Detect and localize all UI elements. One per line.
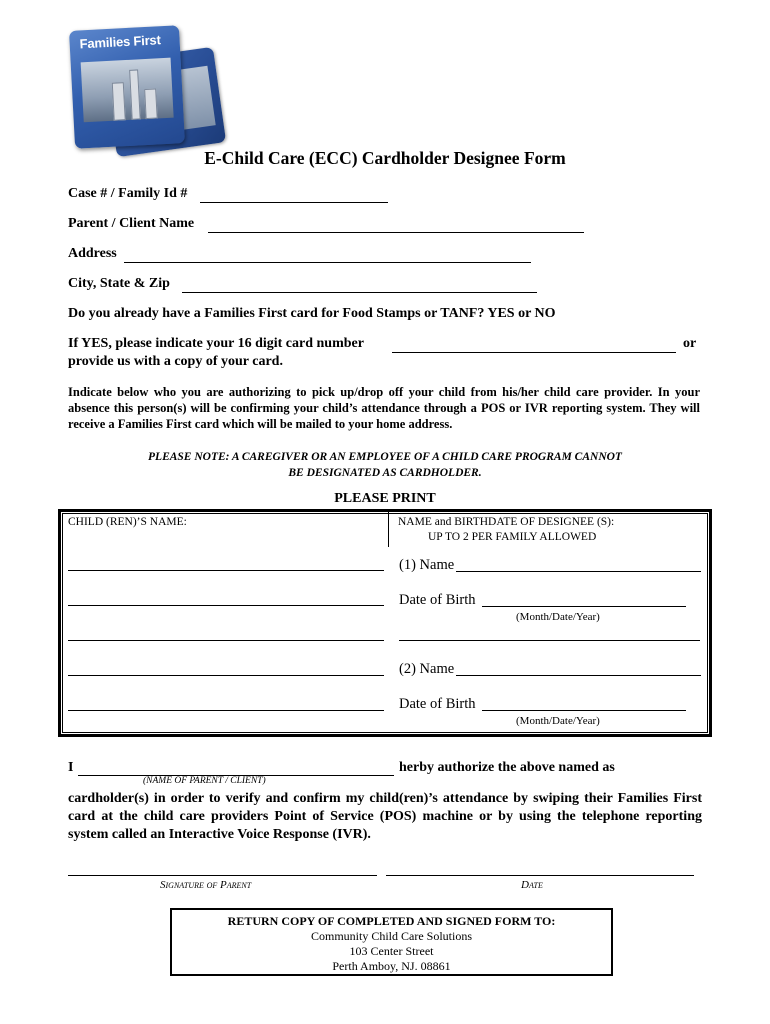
case-id-label: Case # / Family Id # (68, 186, 188, 201)
return-address-box (170, 908, 613, 976)
card-copy-text: provide us with a copy of your card. (68, 354, 283, 369)
card-number-field[interactable] (392, 352, 676, 353)
date-field[interactable] (386, 875, 694, 876)
parent-client-caption: (NAME OF PARENT / CLIENT) (143, 776, 266, 786)
families-first-logo (66, 22, 222, 150)
designee-2-name-field[interactable] (456, 675, 701, 676)
children-header: CHILD (REN)’S NAME: (68, 516, 187, 528)
card-front-image (69, 25, 185, 149)
designee-2-name-label: (2) Name (399, 661, 455, 677)
address-label: Address (68, 246, 117, 261)
card-number-or: or (683, 336, 697, 351)
instructions-paragraph: Indicate below who you are authorizing to pick up/drop off your child from his/her child care provider. In your absence this person(s) will be confirming your child’s attendance through a POS or IVR reporting system. They will receive a Families First card which will be mailed to your home address. (68, 385, 700, 431)
designee-1-name-label: (1) Name (399, 557, 455, 573)
designee-1-dob-field[interactable] (482, 606, 686, 607)
parent-name-label: Parent / Client Name (68, 216, 195, 231)
child-name-field-5[interactable] (68, 710, 384, 711)
note-line-1: PLEASE NOTE: A CAREGIVER OR AN EMPLOYEE OF A CHILD CARE PROGRAM CANNOT (148, 451, 622, 463)
parent-name-field[interactable] (208, 232, 584, 233)
designee-1-dob-format: (Month/Date/Year) (516, 611, 600, 623)
families-first-question: Do you already have a Families First card for Food Stamps or TANF? YES or NO (68, 306, 556, 321)
designee-1-name-field[interactable] (456, 571, 701, 572)
case-id-field[interactable] (200, 202, 388, 203)
address-field[interactable] (124, 262, 531, 263)
designee-table (58, 509, 712, 737)
designee-extra-line[interactable] (399, 640, 700, 641)
city-state-zip-field[interactable] (182, 292, 537, 293)
authorization-prefix: I (68, 760, 74, 775)
designee-header-line-1: NAME and BIRTHDATE OF DESIGNEE (S): (398, 516, 615, 528)
return-city: Perth Amboy, NJ. 08861 (332, 959, 451, 973)
child-name-field-4[interactable] (68, 675, 384, 676)
designee-header-line-2: UP TO 2 PER FAMILY ALLOWED (428, 531, 597, 543)
designee-1-dob-label: Date of Birth (399, 592, 476, 608)
card-number-label: If YES, please indicate your 16 digit card number (68, 336, 364, 351)
child-name-field-1[interactable] (68, 570, 384, 571)
child-name-field-3[interactable] (68, 640, 384, 641)
signature-caption: Signature of Parent (160, 879, 252, 891)
signature-field[interactable] (68, 875, 377, 876)
return-title: RETURN COPY OF COMPLETED AND SIGNED FORM TO: (227, 914, 556, 928)
return-organization: Community Child Care Solutions (310, 929, 472, 943)
date-caption: Date (521, 879, 543, 891)
authorization-body: cardholder(s) in order to verify and confirm my child(ren)’s attendance by swiping their Families First card at the child care providers Point of Service (POS) machine or by using the telephone reporting system called an Interactive Voice Response (IVR). (68, 791, 702, 842)
please-print-heading: PLEASE PRINT (334, 491, 436, 506)
note-line-2: BE DESIGNATED AS CARDHOLDER. (288, 467, 482, 479)
child-name-field-2[interactable] (68, 605, 384, 606)
designee-2-dob-field[interactable] (482, 710, 686, 711)
designee-2-dob-format: (Month/Date/Year) (516, 715, 600, 727)
table-column-divider (388, 512, 389, 547)
logo-text: Families First (79, 32, 161, 52)
form-title: E-Child Care (ECC) Cardholder Designee Form (204, 148, 566, 168)
return-street: 103 Center Street (349, 944, 434, 958)
city-state-zip-label: City, State & Zip (68, 276, 170, 291)
designee-2-dob-label: Date of Birth (399, 696, 476, 712)
authorization-suffix: herby authorize the above named as (399, 760, 615, 775)
